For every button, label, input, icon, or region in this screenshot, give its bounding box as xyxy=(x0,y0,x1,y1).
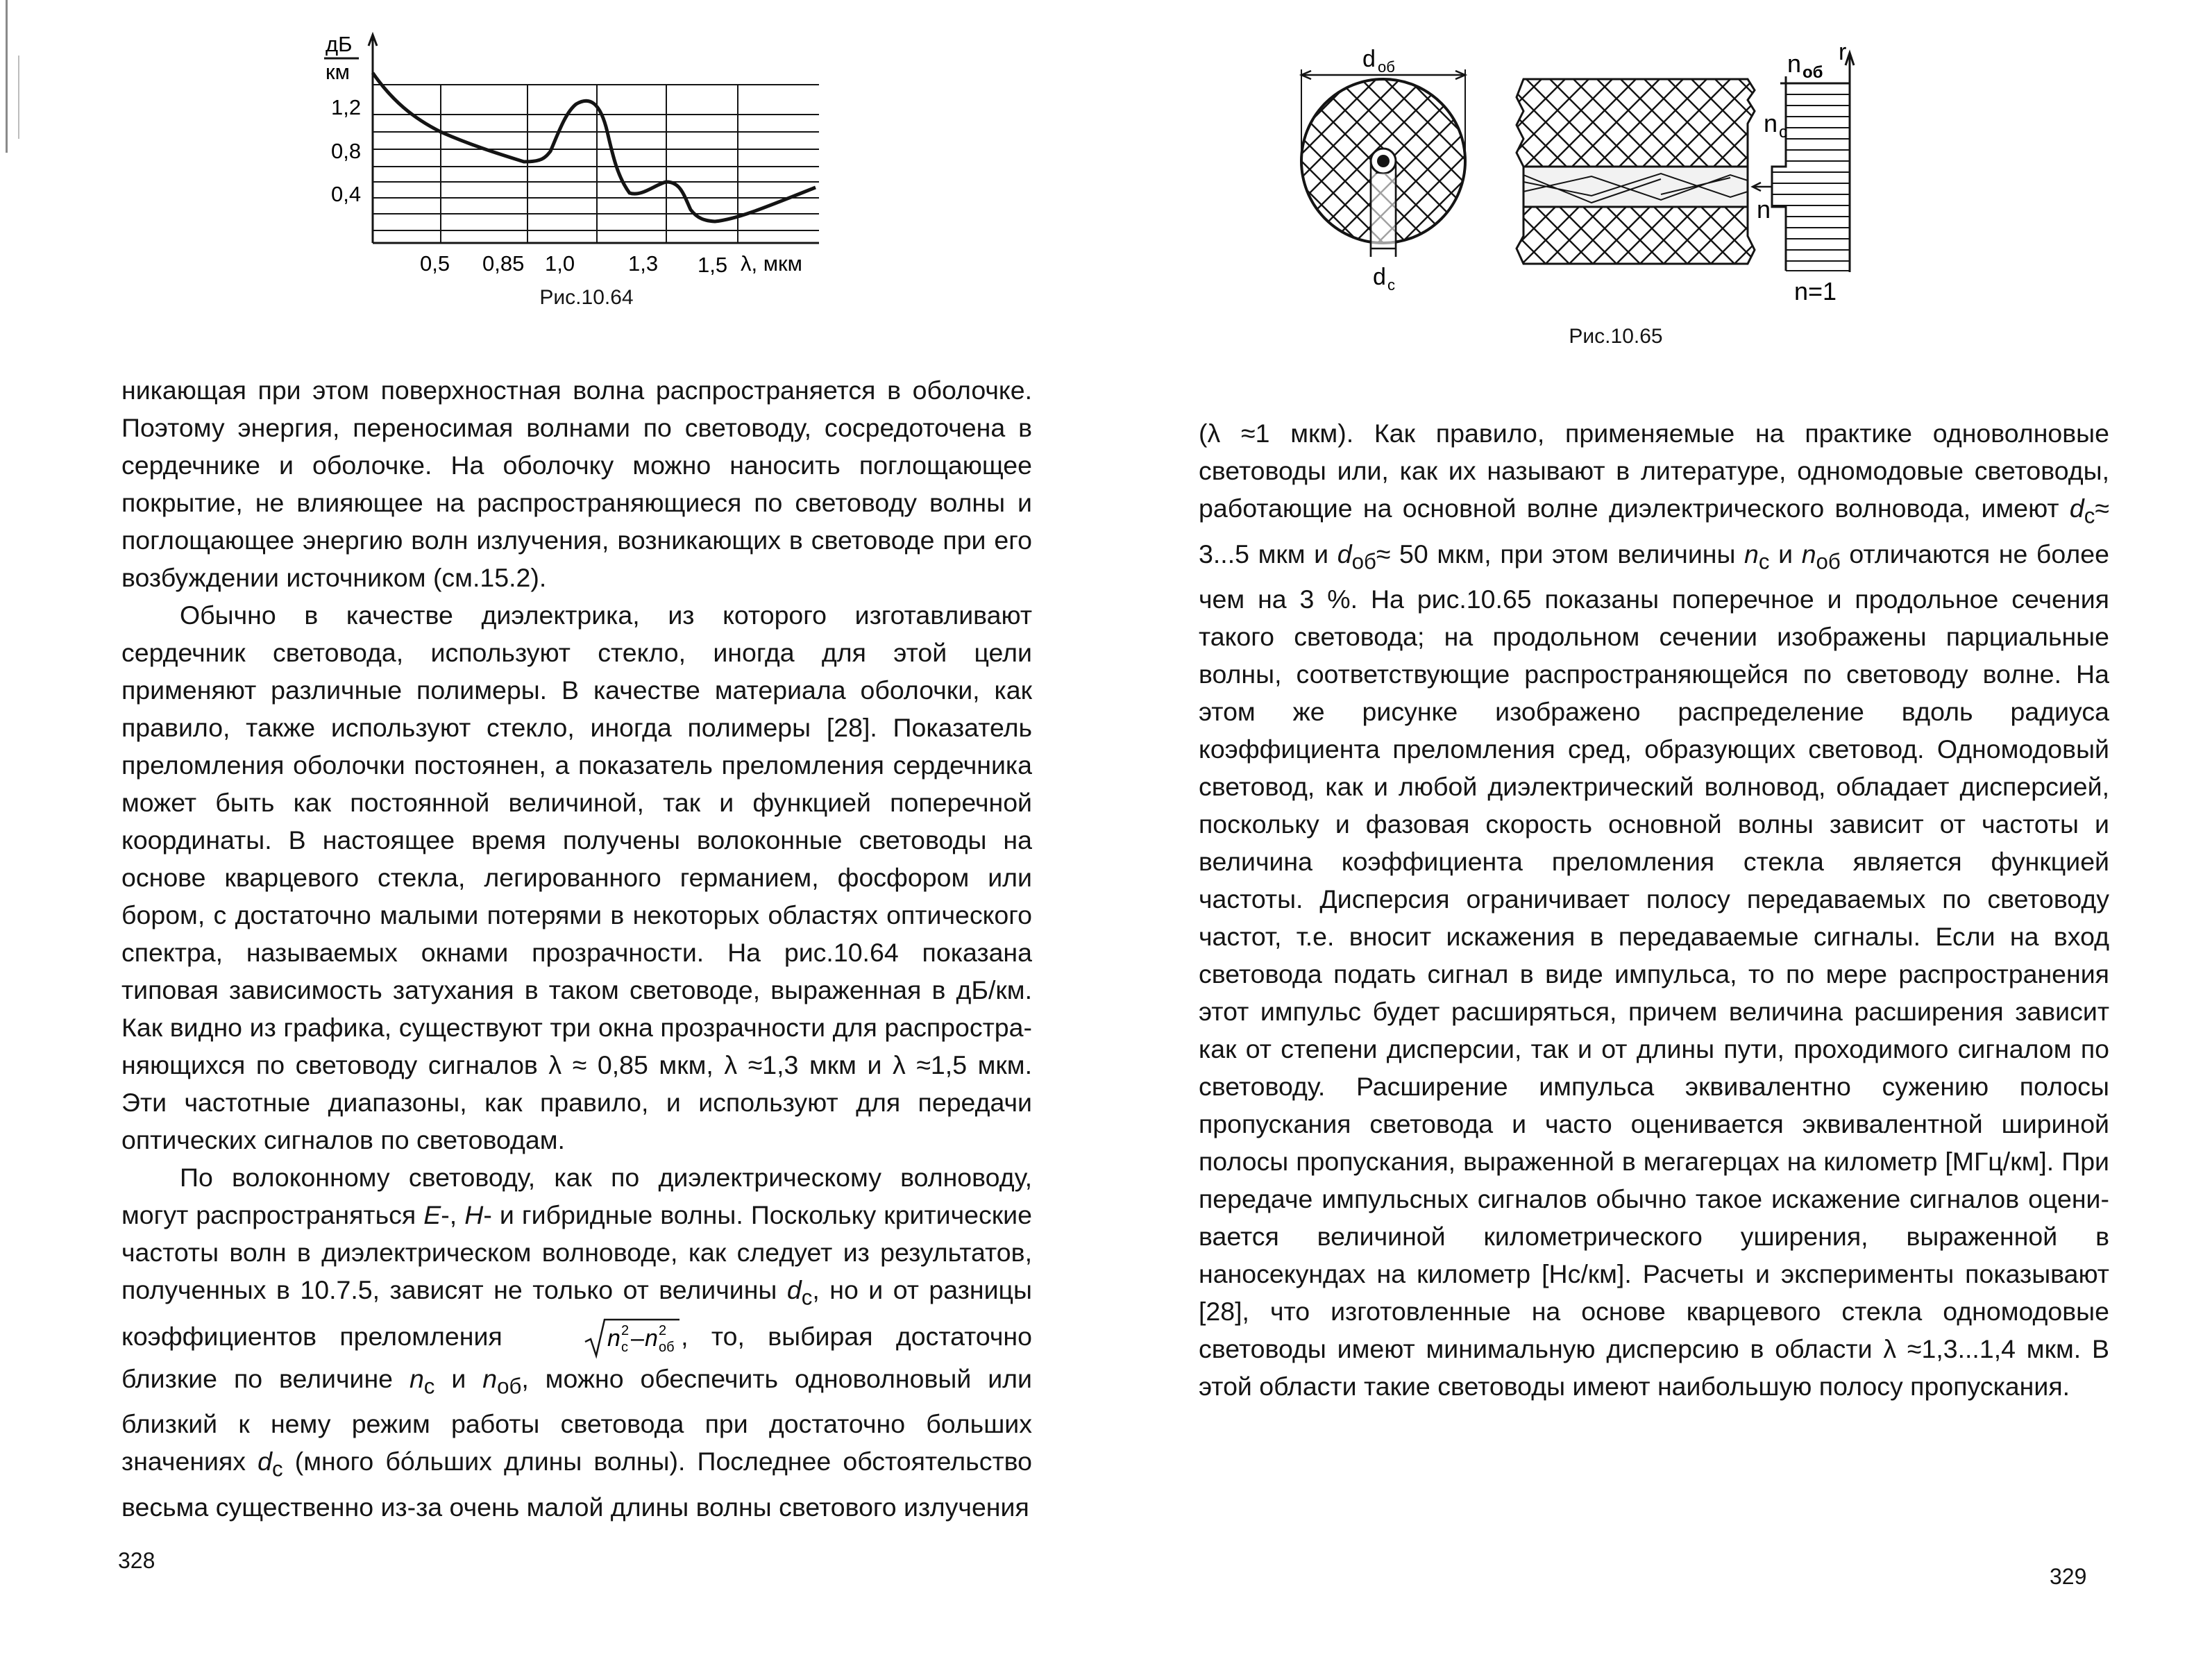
attenuation-curve xyxy=(373,73,816,221)
index-profile xyxy=(1753,39,1854,305)
attenuation-chart xyxy=(316,28,843,292)
x-axis-label: λ, мкм xyxy=(741,251,802,276)
vertical-gridlines xyxy=(441,85,738,243)
svg-text:об: об xyxy=(659,1339,675,1355)
n-one-label: n=1 xyxy=(1794,277,1837,305)
cross-section xyxy=(1301,46,1465,294)
n-c-label: n xyxy=(1764,109,1778,137)
x-tick-label: 0,85 xyxy=(482,251,525,276)
paragraph: (λ ≈1 мкм). Как правило, применяемые на практике одноволновые световоды или, как их называют в литературе, одномодовые световоды, работающие на основной волне диэлектрического волновода, имеют $d_c\approx 3...5$ мкм и $d_{об}\approx 50$ мкм, при этом величины $n_c$ и $n_{об}$ отличаются не более чем на 3 %. На рис.10.65 показаны поперечное и продольное сечения такого световода; на продольном сечении изображены парциальные волны, соответствующие распространяющейся по световоду волне. На этом же рисунке изображено распределение вдоль радиуса коэффициента преломления сред, образующих световод. Одномодовый световод, как и любой диэлектрический волновод, обладает дисперсией, поскольку и фазовая скорость основной волны зависит от частоты и величина коэффициента преломления стекла является функцией частоты. Дисперсия ограничивает полосу передаваемых по световоду частот, т.е. вносит искажения в передаваемые сигналы. Если на вход световода подать сигнал в виде импульса, то по мере распространения этот импульс будет расширяться, причем величина расширения зависит как от степени дисперсии, так и от длины пути, проходимого сигналом по световоду. Расширение импульса эквивалентно сужению полосы пропускания световода и часто оценивается эквивалентной шириной полосы пропускания, выраженной в мегагерцах на километр [МГц/км]. При передаче импульсных сигналов обычно такое искажение сигналов оценивается величиной километрического уширения, выраженной в наносекундах на километр [Нс/км]. Расчеты и эксперименты показывают [28], что изготовленные на основе кварцевого стекла одномодовые световоды имеют минимальную дисперсию в области λ ≈1,3...1,4 мкм. В этой области такие световоды имеют наибольшую полосу пропускания. xyxy=(1199,419,2110,1401)
figure-caption: Рис.10.65 xyxy=(1569,325,1663,348)
svg-text:c: c xyxy=(1387,276,1395,294)
y-unit-top: дБ xyxy=(326,32,353,56)
svg-text:2: 2 xyxy=(659,1322,667,1338)
svg-text:c: c xyxy=(621,1339,629,1355)
svg-text:–: – xyxy=(631,1324,644,1352)
svg-text:2: 2 xyxy=(621,1322,630,1338)
paragraph: Обычно в качестве диэлектрика, из которого изготавливают сердечник световода, используют стекло, иногда для этой цели применяют различные полимеры. В качестве материала оболочки, как правило, также используют стекло, иногда полимеры [28]. Показатель преломления оболочки постоянен, а показатель преломления сердечника может быть как постоянной величиной, так и функцией поперечной координаты. В настоящее время получены волоконные световоды на основе кварцевого стекла, легированного германием, фосфором или бором, с достаточно малыми потерями в некоторых областях оптического спектра, называемых окнами прозрачности. На рис.10.64 показана типовая зависимость затухания в таком световоде, выраженная в дБ/км. Как видно из графика, существуют три окна прозрачности для распространяющихся по световоду сигналов λ ≈ 0,85 мкм, λ ≈1,3 мкм и λ ≈1,5 мкм. Эти частотные диапазоны, как правило, и используют для передачи оптических сигналов по световодам. xyxy=(121,600,1032,1154)
svg-text:n: n xyxy=(645,1324,658,1352)
n-ob-label: n xyxy=(1787,49,1802,78)
svg-text:об: об xyxy=(1802,63,1823,82)
figure-caption: Рис.10.64 xyxy=(539,286,634,309)
right-body-text xyxy=(1199,414,2109,1405)
n-axis-label: n xyxy=(1757,195,1771,224)
y-unit-bottom: км xyxy=(326,60,350,84)
y-tick-label: 0,4 xyxy=(331,182,362,206)
x-tick-label: 0,5 xyxy=(420,251,450,276)
x-tick-label: 1,0 xyxy=(545,251,575,276)
y-tick-label: 1,2 xyxy=(331,95,362,119)
svg-text:n: n xyxy=(607,1324,620,1352)
page-number: 329 xyxy=(2050,1564,2087,1589)
right-page xyxy=(1106,0,2212,1666)
sqrt-formula xyxy=(525,1317,681,1360)
fiber-diagram xyxy=(1286,28,2119,305)
d-ob-label: d xyxy=(1362,46,1376,72)
left-body-text xyxy=(121,371,1032,1526)
longitudinal-section xyxy=(1517,79,1755,264)
svg-text:об: об xyxy=(1378,58,1395,76)
page-number: 328 xyxy=(118,1548,155,1573)
paragraph: По волоконному световоду, как по диэлектрическому волноводу, могут распространяться E-, H- и гибридные волны. Поскольку критические частоты волн в диэлектрическом волноводе, как следует из результатов, полученных в 10.7.5, зависят не только от величины $d_c$, но и от разницы коэффициентов преломления n c 2 – n об 2 , то, выбирая достаточно близкие по величине $n_c$ и $n_{об}$, можно обеспечить одноволновый или близкий к нему режим работы световода при достаточно больших значениях $d_c$ (много бóльших длины волны). Последнее обстоятельство весьма существенно из-за очень малой длины волны светового излучения xyxy=(121,1163,1032,1522)
paragraph: никающая при этом поверхностная волна распространяется в оболочке. Поэтому энергия, переносимая волнами по световоду, сосредоточена в сердечнике и оболочке. На оболочку можно наносить поглощающее покрытие, не влияющее на распространяющиеся по световоду волны и поглощающее энергию волн излучения, возникающих в световоде при его возбуждении источником (см.15.2). xyxy=(121,376,1032,592)
x-tick-label: 1,5 xyxy=(698,253,728,277)
r-axis-label: r xyxy=(1839,39,1847,65)
d-c-label: d xyxy=(1373,264,1386,290)
svg-text:c: c xyxy=(1779,123,1787,142)
y-tick-label: 0,8 xyxy=(331,139,362,163)
x-tick-label: 1,3 xyxy=(628,251,659,276)
